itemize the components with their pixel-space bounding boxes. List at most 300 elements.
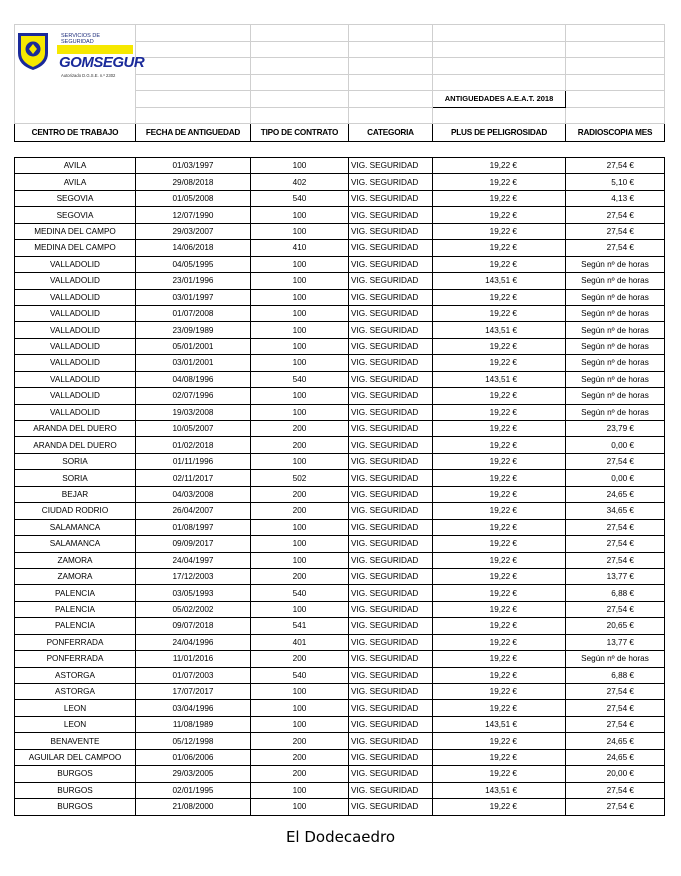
table-row [15,684,665,700]
table-row [15,618,665,634]
centro-cell: VALLADOLID [15,305,136,321]
logo-cell [15,25,145,124]
centro-cell: SORIA [15,453,136,469]
radioscopia-cell: Según nº de horas [566,355,665,371]
categoria-cell: VIG. SEGURIDAD [349,651,433,667]
footer-text: El Dodecaedro [285,828,396,846]
tipo-cell: 540 [251,585,349,601]
categoria-cell: VIG. SEGURIDAD [349,273,433,289]
fecha-cell: 03/05/1993 [136,585,251,601]
fecha-cell: 24/04/1997 [136,552,251,568]
radioscopia-cell: 27,54 € [566,519,665,535]
tipo-cell: 100 [251,273,349,289]
plus-cell: 143,51 € [433,273,566,289]
tipo-cell: 100 [251,519,349,535]
tipo-cell: 540 [251,667,349,683]
radioscopia-cell: Según nº de horas [566,305,665,321]
tipo-cell: 100 [251,289,349,305]
centro-cell: SALAMANCA [15,519,136,535]
categoria-cell: VIG. SEGURIDAD [349,174,433,190]
centro-cell: ARANDA DEL DUERO [15,421,136,437]
tipo-cell: 540 [251,190,349,206]
plus-cell: 19,22 € [433,355,566,371]
header-cell: RADIOSCOPIA MES [566,124,665,142]
radioscopia-cell: 20,00 € [566,766,665,782]
plus-cell: 19,22 € [433,174,566,190]
centro-cell: BEJAR [15,486,136,502]
radioscopia-cell: 27,54 € [566,799,665,815]
fecha-cell: 02/11/2017 [136,470,251,486]
tipo-cell: 100 [251,453,349,469]
centro-cell: PALENCIA [15,601,136,617]
centro-cell: VALLADOLID [15,355,136,371]
fecha-cell: 05/12/1998 [136,733,251,749]
plus-cell: 19,22 € [433,404,566,420]
table-row [15,667,665,683]
tipo-cell: 100 [251,338,349,354]
spreadsheet [14,24,664,816]
centro-cell: LEON [15,700,136,716]
tipo-cell: 100 [251,799,349,815]
tipo-cell: 410 [251,240,349,256]
table-row [15,749,665,765]
centro-cell: VALLADOLID [15,404,136,420]
tipo-cell: 100 [251,552,349,568]
centro-cell: LEON [15,716,136,732]
centro-cell: ZAMORA [15,552,136,568]
tipo-cell: 502 [251,470,349,486]
fecha-cell: 01/07/2008 [136,305,251,321]
plus-cell: 19,22 € [433,799,566,815]
table-row [15,289,665,305]
tipo-cell: 200 [251,749,349,765]
header-cell: CATEGORIA [349,124,433,142]
table-row [15,486,665,502]
fecha-cell: 03/01/2001 [136,355,251,371]
table-row [15,256,665,272]
fecha-cell: 29/03/2005 [136,766,251,782]
fecha-cell: 26/04/2007 [136,503,251,519]
radioscopia-cell: 27,54 € [566,552,665,568]
categoria-cell: VIG. SEGURIDAD [349,519,433,535]
table-row [15,552,665,568]
fecha-cell: 01/05/2008 [136,190,251,206]
fecha-cell: 21/08/2000 [136,799,251,815]
table-row [15,700,665,716]
radioscopia-cell: 24,65 € [566,733,665,749]
fecha-cell: 04/05/1995 [136,256,251,272]
plus-cell: 19,22 € [433,240,566,256]
categoria-cell: VIG. SEGURIDAD [349,388,433,404]
table-row [15,716,665,732]
categoria-cell: VIG. SEGURIDAD [349,766,433,782]
radioscopia-cell: 23,79 € [566,421,665,437]
fecha-cell: 14/06/2018 [136,240,251,256]
centro-cell: SALAMANCA [15,536,136,552]
tipo-cell: 200 [251,733,349,749]
table-row [15,207,665,223]
radioscopia-cell: Según nº de horas [566,273,665,289]
categoria-cell: VIG. SEGURIDAD [349,618,433,634]
categoria-cell: VIG. SEGURIDAD [349,470,433,486]
categoria-cell: VIG. SEGURIDAD [349,749,433,765]
categoria-cell: VIG. SEGURIDAD [349,256,433,272]
categoria-cell: VIG. SEGURIDAD [349,453,433,469]
fecha-cell: 23/01/1996 [136,273,251,289]
tipo-cell: 200 [251,486,349,502]
tipo-cell: 100 [251,322,349,338]
plus-cell: 19,22 € [433,519,566,535]
fecha-cell: 17/12/2003 [136,568,251,584]
fecha-cell: 01/08/1997 [136,519,251,535]
antiguedades-label: ANTIGUEDADES A.E.A.T. 2018 [433,91,566,108]
header-cell: FECHA DE ANTIGUEDAD [136,124,251,142]
plus-cell: 19,22 € [433,552,566,568]
centro-cell: AVILA [15,158,136,174]
plus-cell: 143,51 € [433,371,566,387]
header-cell: TIPO DE CONTRATO [251,124,349,142]
plus-cell: 19,22 € [433,568,566,584]
antiguedades-table [14,24,665,816]
plus-cell: 19,22 € [433,651,566,667]
table-row [15,437,665,453]
table-row [15,223,665,239]
services-line-2: SEGURIDAD [61,39,94,45]
fecha-cell: 09/09/2017 [136,536,251,552]
centro-cell: PONFERRADA [15,634,136,650]
radioscopia-cell: 24,65 € [566,486,665,502]
categoria-cell: VIG. SEGURIDAD [349,305,433,321]
categoria-cell: VIG. SEGURIDAD [349,223,433,239]
plus-cell: 19,22 € [433,585,566,601]
table-row [15,421,665,437]
fecha-cell: 29/03/2007 [136,223,251,239]
radioscopia-cell: 34,65 € [566,503,665,519]
plus-cell: 19,22 € [433,684,566,700]
table-row [15,568,665,584]
tipo-cell: 540 [251,371,349,387]
centro-cell: ARANDA DEL DUERO [15,437,136,453]
categoria-cell: VIG. SEGURIDAD [349,240,433,256]
plus-cell: 143,51 € [433,322,566,338]
tipo-cell: 100 [251,223,349,239]
table-row [15,190,665,206]
categoria-cell: VIG. SEGURIDAD [349,782,433,798]
plus-cell: 19,22 € [433,289,566,305]
plus-cell: 19,22 € [433,700,566,716]
radioscopia-cell: 27,54 € [566,240,665,256]
radioscopia-cell: 0,00 € [566,470,665,486]
radioscopia-cell: Según nº de horas [566,371,665,387]
radioscopia-cell: 27,54 € [566,716,665,732]
centro-cell: VALLADOLID [15,273,136,289]
plus-cell: 19,22 € [433,766,566,782]
categoria-cell: VIG. SEGURIDAD [349,585,433,601]
fecha-cell: 02/01/1995 [136,782,251,798]
categoria-cell: VIG. SEGURIDAD [349,158,433,174]
tipo-cell: 100 [251,207,349,223]
fecha-cell: 19/03/2008 [136,404,251,420]
centro-cell: BENAVENTE [15,733,136,749]
table-row [15,601,665,617]
table-row [15,158,665,174]
radioscopia-cell: 4,13 € [566,190,665,206]
categoria-cell: VIG. SEGURIDAD [349,733,433,749]
centro-cell: PALENCIA [15,618,136,634]
table-row [15,519,665,535]
table-row [15,305,665,321]
table-row [15,404,665,420]
radioscopia-cell: Según nº de horas [566,256,665,272]
header-cell: CENTRO DE TRABAJO [15,124,136,142]
table-row [15,766,665,782]
table-row [15,355,665,371]
plus-cell: 19,22 € [433,437,566,453]
header-row [15,124,665,142]
fecha-cell: 02/07/1996 [136,388,251,404]
radioscopia-cell: 13,77 € [566,634,665,650]
centro-cell: AVILA [15,174,136,190]
centro-cell: VALLADOLID [15,289,136,305]
table-row [15,240,665,256]
radioscopia-cell: Según nº de horas [566,651,665,667]
radioscopia-cell: 27,54 € [566,158,665,174]
tipo-cell: 541 [251,618,349,634]
fecha-cell: 24/04/1996 [136,634,251,650]
categoria-cell: VIG. SEGURIDAD [349,421,433,437]
centro-cell: MEDINA DEL CAMPO [15,240,136,256]
tipo-cell: 200 [251,437,349,453]
fecha-cell: 01/02/2018 [136,437,251,453]
table-row [15,651,665,667]
table-row [15,273,665,289]
fecha-cell: 05/02/2002 [136,601,251,617]
radioscopia-cell: 27,54 € [566,601,665,617]
centro-cell: SEGOVIA [15,190,136,206]
centro-cell: VALLADOLID [15,338,136,354]
tipo-cell: 100 [251,700,349,716]
fecha-cell: 05/01/2001 [136,338,251,354]
table-row [15,338,665,354]
tipo-cell: 200 [251,568,349,584]
fecha-cell: 11/01/2016 [136,651,251,667]
centro-cell: ZAMORA [15,568,136,584]
tipo-cell: 100 [251,716,349,732]
centro-cell: PONFERRADA [15,651,136,667]
centro-cell: VALLADOLID [15,322,136,338]
table-row [15,585,665,601]
categoria-cell: VIG. SEGURIDAD [349,322,433,338]
centro-cell: ASTORGA [15,684,136,700]
plus-cell: 19,22 € [433,453,566,469]
radioscopia-cell: 20,65 € [566,618,665,634]
categoria-cell: VIG. SEGURIDAD [349,667,433,683]
categoria-cell: VIG. SEGURIDAD [349,568,433,584]
table-row [15,174,665,190]
fecha-cell: 04/08/1996 [136,371,251,387]
plus-cell: 19,22 € [433,486,566,502]
fecha-cell: 03/01/1997 [136,289,251,305]
fecha-cell: 29/08/2018 [136,174,251,190]
gomsegur-logo [17,31,145,83]
fecha-cell: 03/04/1996 [136,700,251,716]
categoria-cell: VIG. SEGURIDAD [349,536,433,552]
plus-cell: 19,22 € [433,667,566,683]
table-row [15,782,665,798]
tipo-cell: 100 [251,684,349,700]
categoria-cell: VIG. SEGURIDAD [349,700,433,716]
shield-icon [17,31,49,71]
fecha-cell: 01/06/2006 [136,749,251,765]
plus-cell: 143,51 € [433,782,566,798]
plus-cell: 19,22 € [433,634,566,650]
radioscopia-cell: Según nº de horas [566,388,665,404]
table-row [15,453,665,469]
plus-cell: 19,22 € [433,421,566,437]
header-cell: PLUS DE PELIGROSIDAD [433,124,566,142]
plus-cell: 19,22 € [433,470,566,486]
plus-cell: 19,22 € [433,749,566,765]
fecha-cell: 09/07/2018 [136,618,251,634]
categoria-cell: VIG. SEGURIDAD [349,716,433,732]
table-row [15,470,665,486]
centro-cell: VALLADOLID [15,371,136,387]
radioscopia-cell: Según nº de horas [566,289,665,305]
fecha-cell: 11/08/1989 [136,716,251,732]
centro-cell: MEDINA DEL CAMPO [15,223,136,239]
radioscopia-cell: 27,54 € [566,223,665,239]
categoria-cell: VIG. SEGURIDAD [349,289,433,305]
categoria-cell: VIG. SEGURIDAD [349,190,433,206]
centro-cell: AGUILAR DEL CAMPOO [15,749,136,765]
centro-cell: SORIA [15,470,136,486]
categoria-cell: VIG. SEGURIDAD [349,503,433,519]
radioscopia-cell: 24,65 € [566,749,665,765]
centro-cell: CIUDAD RODRIO [15,503,136,519]
plus-cell: 19,22 € [433,536,566,552]
plus-cell: 19,22 € [433,601,566,617]
centro-cell: VALLADOLID [15,256,136,272]
plus-cell: 19,22 € [433,207,566,223]
plus-cell: 19,22 € [433,190,566,206]
radioscopia-cell: 27,54 € [566,782,665,798]
categoria-cell: VIG. SEGURIDAD [349,601,433,617]
plus-cell: 19,22 € [433,618,566,634]
categoria-cell: VIG. SEGURIDAD [349,371,433,387]
table-row [15,634,665,650]
radioscopia-cell: 6,88 € [566,585,665,601]
table-row [15,503,665,519]
radioscopia-cell: Según nº de horas [566,322,665,338]
tipo-cell: 100 [251,536,349,552]
plus-cell: 143,51 € [433,716,566,732]
radioscopia-cell: 27,54 € [566,207,665,223]
tipo-cell: 100 [251,404,349,420]
radioscopia-cell: 27,54 € [566,536,665,552]
table-row [15,799,665,815]
categoria-cell: VIG. SEGURIDAD [349,355,433,371]
categoria-cell: VIG. SEGURIDAD [349,634,433,650]
table-row [15,733,665,749]
categoria-cell: VIG. SEGURIDAD [349,338,433,354]
centro-cell: BURGOS [15,766,136,782]
fecha-cell: 01/07/2003 [136,667,251,683]
tipo-cell: 100 [251,158,349,174]
radioscopia-cell: 27,54 € [566,453,665,469]
categoria-cell: VIG. SEGURIDAD [349,799,433,815]
services-text [61,33,100,45]
categoria-cell: VIG. SEGURIDAD [349,552,433,568]
centro-cell: BURGOS [15,799,136,815]
radioscopia-cell: 27,54 € [566,700,665,716]
table-row [15,388,665,404]
services-line-1: SERVICIOS DE [61,33,101,39]
tipo-cell: 100 [251,782,349,798]
centro-cell: ASTORGA [15,667,136,683]
centro-cell: SEGOVIA [15,207,136,223]
plus-cell: 19,22 € [433,388,566,404]
plus-cell: 19,22 € [433,503,566,519]
categoria-cell: VIG. SEGURIDAD [349,486,433,502]
centro-cell: BURGOS [15,782,136,798]
radioscopia-cell: Según nº de horas [566,338,665,354]
tipo-cell: 100 [251,305,349,321]
radioscopia-cell: 27,54 € [566,684,665,700]
fecha-cell: 17/07/2017 [136,684,251,700]
categoria-cell: VIG. SEGURIDAD [349,207,433,223]
table-row [15,536,665,552]
fecha-cell: 01/03/1997 [136,158,251,174]
fecha-cell: 04/03/2008 [136,486,251,502]
tipo-cell: 100 [251,601,349,617]
plus-cell: 19,22 € [433,158,566,174]
centro-cell: VALLADOLID [15,388,136,404]
brand-name: GOMSEGUR [59,54,145,71]
plus-cell: 19,22 € [433,305,566,321]
radioscopia-cell: 0,00 € [566,437,665,453]
tipo-cell: 200 [251,766,349,782]
tipo-cell: 401 [251,634,349,650]
radioscopia-cell: 6,88 € [566,667,665,683]
tipo-cell: 200 [251,421,349,437]
fecha-cell: 01/11/1996 [136,453,251,469]
tipo-cell: 402 [251,174,349,190]
tipo-cell: 100 [251,355,349,371]
tipo-cell: 200 [251,651,349,667]
plus-cell: 19,22 € [433,223,566,239]
authorization-text: Autorizado D.G.S.E. n.º 2302 [61,73,116,78]
categoria-cell: VIG. SEGURIDAD [349,437,433,453]
fecha-cell: 10/05/2007 [136,421,251,437]
categoria-cell: VIG. SEGURIDAD [349,684,433,700]
categoria-cell: VIG. SEGURIDAD [349,404,433,420]
table-row [15,371,665,387]
radioscopia-cell: Según nº de horas [566,404,665,420]
plus-cell: 19,22 € [433,338,566,354]
plus-cell: 19,22 € [433,256,566,272]
centro-cell: PALENCIA [15,585,136,601]
fecha-cell: 12/07/1990 [136,207,251,223]
tipo-cell: 100 [251,256,349,272]
tipo-cell: 200 [251,503,349,519]
logo-yellow-band [57,45,133,54]
plus-cell: 19,22 € [433,733,566,749]
tipo-cell: 100 [251,388,349,404]
radioscopia-cell: 5,10 € [566,174,665,190]
radioscopia-cell: 13,77 € [566,568,665,584]
fecha-cell: 23/09/1989 [136,322,251,338]
table-row [15,322,665,338]
